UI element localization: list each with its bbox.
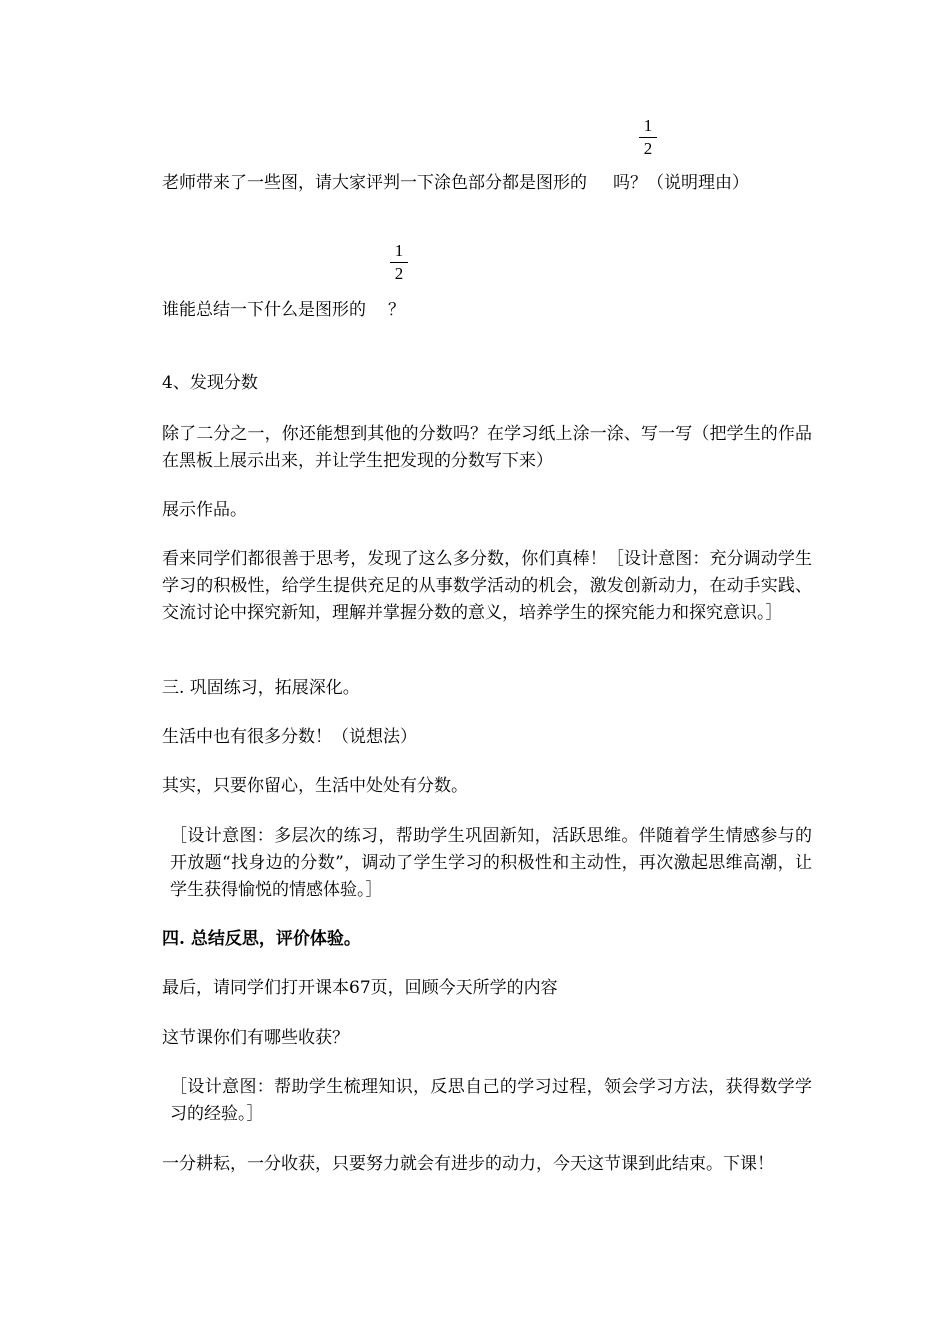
fraction-one-half (390, 241, 408, 284)
section-heading-practice: 三. 巩固练习，拓展深化。 (162, 678, 360, 698)
paragraph-harvest-question: 这节课你们有哪些收获？ (162, 1028, 349, 1048)
fraction-bar (390, 262, 408, 263)
fraction-bar (639, 137, 657, 138)
fraction-denominator: 2 (643, 139, 653, 158)
paragraph-closing: 一分耕耘，一分收获，只要努力就会有进步的动力，今天这节课到此结束。下课！ (162, 1154, 774, 1174)
section-heading-summary: 四. 总结反思，评价体验。 (162, 929, 361, 949)
section-heading-discover-fractions: 4、发现分数 (162, 373, 258, 393)
fraction-one-half (639, 116, 657, 159)
paragraph-open-textbook: 最后，请同学们打开课本67页，回顾今天所学的内容 (162, 978, 558, 998)
paragraph-design-intent-2: ［设计意图：多层次的练习，帮助学生巩固新知，活跃思维。伴随着学生情感参与的开放题“找身边的分数”，调动了学生学习的积极性和主动性，再次激起思维高潮，让学生获得愉悦的情感体验。］ (170, 826, 812, 900)
paragraph-design-intent-1: 看来同学们都很善于思考，发现了这么多分数，你们真棒！［设计意图：充分调动学生学习的积极性，给学生提供充足的从事数学活动的机会，激发创新动力，在动手实践、交流讨论中探究新知，理解并掌握分数的意义，培养学生的探究能力和探究意识。］ (162, 549, 812, 623)
paragraph-text: 老师带来了一些图，请大家评判一下涂色部分都是图形的 (162, 173, 587, 193)
paragraph-life-fractions: 生活中也有很多分数！（说想法） (162, 727, 417, 747)
paragraph-design-intent-3: ［设计意图：帮助学生梳理知识，反思自己的学习过程，领会学习方法，获得数学学习的经验。］ (170, 1077, 812, 1124)
fraction-numerator: 1 (394, 241, 404, 260)
paragraph-other-fractions: 除了二分之一，你还能想到其他的分数吗？在学习纸上涂一涂、写一写（把学生的作品在黑板上展示出来，并让学生把发现的分数写下来） (162, 424, 812, 471)
paragraph-text: ？ (388, 300, 405, 320)
paragraph-everywhere-fractions: 其实，只要你留心，生活中处处有分数。 (162, 776, 468, 796)
paragraph-judge-shapes (162, 170, 812, 197)
paragraph-text: 吗？（说明理由） (613, 173, 749, 193)
paragraph-summarize-half (162, 297, 812, 324)
paragraph-text: 谁能总结一下什么是图形的 (162, 300, 366, 320)
fraction-numerator: 1 (643, 116, 653, 135)
paragraph-show-works: 展示作品。 (162, 500, 247, 520)
fraction-denominator: 2 (394, 264, 404, 283)
